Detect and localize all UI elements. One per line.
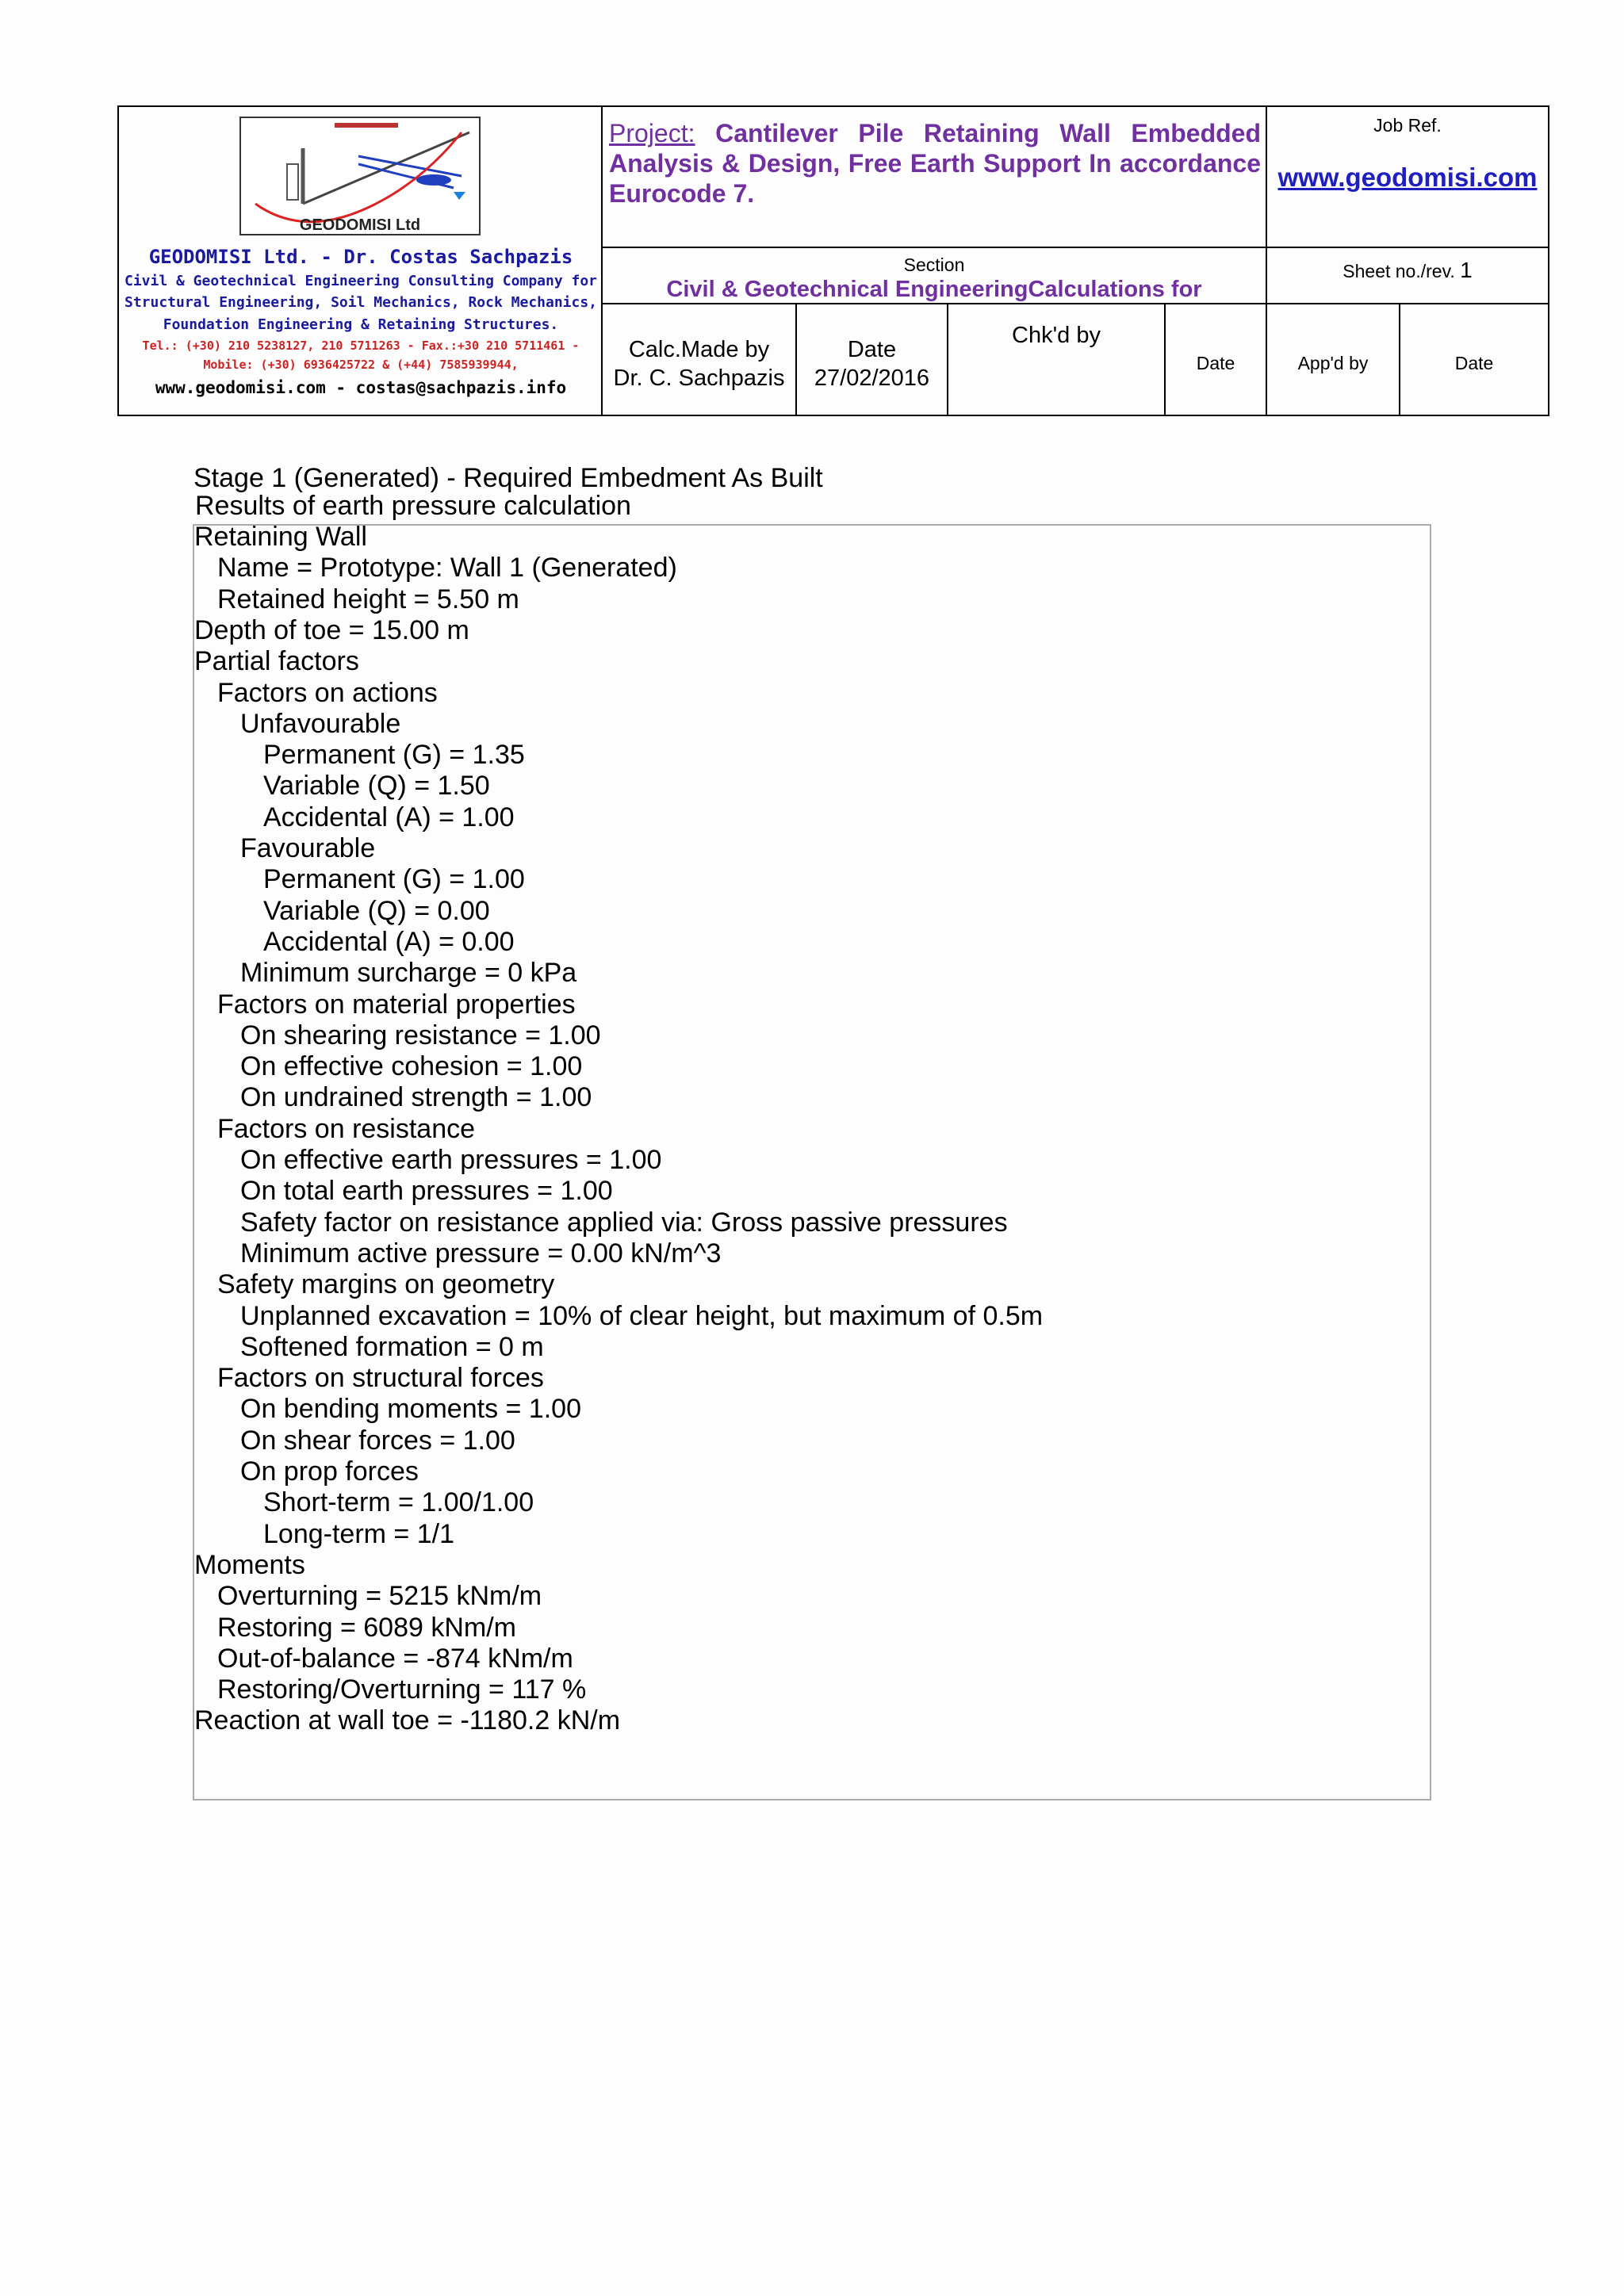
result-line: Restoring/Overturning = 117 % [217,1674,587,1705]
sheet-value: 1 [1460,258,1473,282]
result-line: Variable (Q) = 1.50 [263,771,490,802]
result-line: On effective cohesion = 1.00 [240,1051,583,1082]
section-title: Civil & Geotechnical EngineeringCalculations for [666,277,1202,302]
result-line: Permanent (G) = 1.35 [263,740,525,771]
result-line: Softened formation = 0 m [240,1331,544,1362]
firm-mobile: Mobile: (+30) 6936425722 & (+44) 7585939944, [203,358,519,372]
result-line: Factors on material properties [217,989,576,1020]
result-line: On prop forces [240,1456,419,1487]
results-title: Results of earth pressure calculation [195,491,631,521]
result-line: Factors on actions [217,677,438,708]
logo-caption: GEODOMISI Ltd [299,216,421,234]
project-cell [609,118,1261,209]
date-label: Date [847,337,897,362]
result-line: Permanent (G) = 1.00 [263,864,525,895]
chkd-by-label: Chk'd by [1012,323,1101,348]
website-link[interactable]: www.geodomisi.com [1277,163,1538,192]
result-line: Factors on structural forces [217,1363,544,1394]
result-line: Retained height = 5.50 m [217,584,519,614]
firm-name: GEODOMISI Ltd. - Dr. Costas Sachpazis [148,246,573,268]
result-line: Unfavourable [240,708,401,739]
result-line: On bending moments = 1.00 [240,1394,581,1425]
result-line: Safety factor on resistance applied via: Gross passive pressures [240,1207,1008,1238]
result-line: Safety margins on geometry [217,1269,555,1300]
result-line: Accidental (A) = 1.00 [263,802,515,832]
project-title: Cantilever Pile Retaining Wall Embedded Analysis & Design, Free Earth Support In accordance Eurocode 7. [609,119,1262,208]
result-line: Minimum active pressure = 0.00 kN/m^3 [240,1238,722,1269]
result-line: Moments [194,1549,305,1580]
firm-tel: Tel.: (+30) 210 5238127, 210 5711263 - Fax.:+30 210 5711461 - [142,339,580,353]
calc-made-by-label: Calc.Made by [628,337,770,362]
result-line: On total earth pressures = 1.00 [240,1176,613,1207]
result-line: Factors on resistance [217,1113,476,1144]
result-line: Unplanned excavation = 10% of clear height, but maximum of 0.5m [240,1300,1044,1331]
result-line: Accidental (A) = 0.00 [263,926,515,957]
result-line: Depth of toe = 15.00 m [194,614,469,645]
job-ref-label: Job Ref. [1373,115,1442,136]
firm-desc-2: Structural Engineering, Soil Mechanics, Rock Mechanics, [124,294,598,311]
date-value: 27/02/2016 [814,365,930,391]
result-line: Partial factors [194,646,359,677]
firm-desc-1: Civil & Geotechnical Engineering Consulting Company for [124,273,598,289]
result-line: Retaining Wall [194,522,367,552]
result-line: Reaction at wall toe = -1180.2 kN/m [194,1705,621,1736]
sheet-label: Sheet no./rev. [1342,261,1455,281]
calc-made-by-value: Dr. C. Sachpazis [613,365,785,391]
result-line: Long-term = 1/1 [263,1518,454,1549]
result-line: Variable (Q) = 0.00 [263,895,490,926]
firm-web: www.geodomisi.com - costas@sachpazis.info [155,378,567,397]
stage-title: Stage 1 (Generated) - Required Embedment As Built [193,463,823,493]
result-line: On undrained strength = 1.00 [240,1082,592,1113]
result-line: Minimum surcharge = 0 kPa [240,958,577,989]
result-line: Out-of-balance = -874 kNm/m [217,1643,573,1674]
firm-desc-3: Foundation Engineering & Retaining Structures. [163,316,559,333]
result-line: On shearing resistance = 1.00 [240,1020,601,1050]
company-logo [239,117,481,235]
date3-label: Date [1454,353,1494,373]
result-line: Name = Prototype: Wall 1 (Generated) [217,553,677,584]
appd-by-label: App'd by [1297,353,1369,373]
sheet-cell [1267,258,1548,283]
result-line: Favourable [240,833,376,863]
result-line: On effective earth pressures = 1.00 [240,1145,662,1175]
result-line: Overturning = 5215 kNm/m [217,1581,542,1612]
result-line: Short-term = 1.00/1.00 [263,1487,534,1518]
header-table [117,105,1549,416]
result-line: On shear forces = 1.00 [240,1425,515,1456]
result-line: Restoring = 6089 kNm/m [217,1612,516,1643]
date2-label: Date [1196,353,1235,373]
project-label: Project: [609,119,695,147]
section-label: Section [903,254,965,275]
